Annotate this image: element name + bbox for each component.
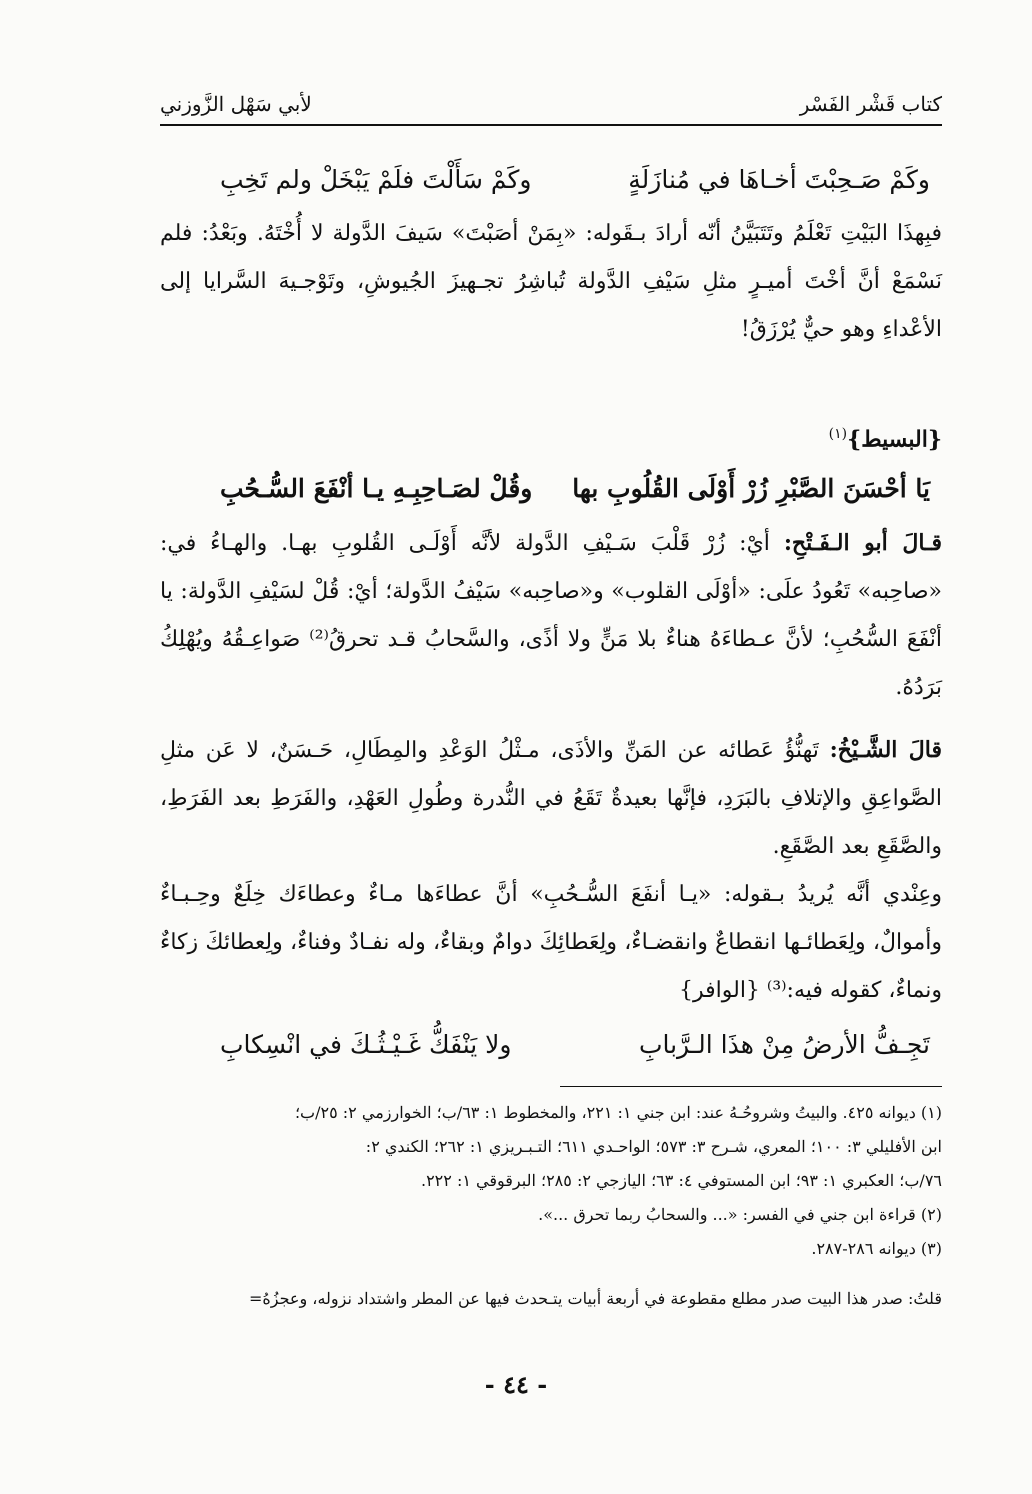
paragraph-1 [160,210,942,354]
footnote-line: ابن الأفليلي ٣: ١٠٠؛ المعري، شـرح ٣: ٥٧٣؛ الواحـدي ٦١١؛ التـبـريزي ١: ٢٦٢؛ الكندي ٢: [365,1137,942,1156]
paragraph-1-line: فبِهذَا البَيْتِ تَعْلَمُ وتَتَبَيَّنُ أنّه أرادَ بـقَوله: «بِمَنْ أصَبْتَ» سَيفَ الدَّولة لا أُخْتَهُ. وبَعْدُ: [201,221,942,246]
footnote-line: (٣) ديوانه ٢٨٦-٢٨٧. [811,1239,942,1258]
author-name: لأبي سَهْل الزَّوزني [160,92,312,116]
paragraph-4-line: وأموالٌ، ولِعَطائـها انقطاعٌ وانقضـاءٌ، ولِعَطائِكَ دوامٌ وبقاءٌ، وله نفـادٌ وفناءٌ، ولِعطائكَ [205,930,943,956]
footnote-line: ٧٦/ب؛ العكبري ١: ٩٣؛ ابن المستوفي ٤: ٦٣؛ اليازجي ٢: ٢٨٥؛ البرقوقي ١: ٢٢٢. [420,1171,942,1190]
sheikh-label: قالَ الشَّـيْخُ: [829,737,942,764]
verse-2-second-hemistich: وقُلْ لصَـاحِبِـهِ يـا أنْفَعَ السُّـحُبِ [220,474,533,504]
main-text [160,150,942,1075]
paragraph-2-line: ويُهْلِكُ بَرَدُهُ. [160,627,942,701]
paragraph-3-line: تَهنُّؤُ عَطائه عن المَنِّ والأذَى، مـثْلُ الوَعْدِ والمِطَالِ، حَـسَنٌ، لا عَن مثلِ [160,738,819,764]
editor-note: قلتُ: صدر هذا البيت صدر مطلع مقطوعة في أربعة أبيات يتـحدث فيها عن المطر واشتداد نزوله، وعجزُهُ= [248,1289,942,1308]
verse-1-second-hemistich: وكَمْ سَأَلْتَ فلَمْ يَبْخَلْ ولم تَخِبِ [220,165,532,194]
paragraph-3 [160,726,942,871]
meter-label [160,414,942,459]
footnotes [160,1096,942,1316]
verse-1 [160,160,942,200]
footnote-divider [560,1086,942,1087]
running-header [160,88,942,126]
paragraph-1-line: الأعْداءِ وهو حيٌّ يُرْزَقُ! [740,317,942,342]
footnote-line: (٢) قراءة ابن جني في الفسر: «... والسحابُ ربما تحرق ...». [538,1205,942,1224]
book-title: كتاب قَشْر الفَسْر [799,92,942,116]
verse-2-first-hemistich: يَا أحْسَنَ الصَّبْرِ زُرْ أَوْلَى القُلُوبِ بها [572,474,930,504]
verse-2 [160,469,942,509]
paragraph-2-line: أيْ: زُرْ قَلْبَ سَـيْفِ الدَّولة لأنَّه أَوْلَـى القُلوبِ بهـا. والهـاءُ في: [160,531,770,557]
paragraph-3-line: والصَّقَعِ بعد الصَّقَعِ. [772,834,942,860]
paragraph-4-line: زكاءٌ ونماءٌ، كقوله فيه:⁽³⁾ {الوافر} [160,930,942,1004]
paragraph-1-line: فلم نَسْمَعْ أنَّ أخْتَ أميـرٍ مثلِ سَيْفِ الدَّولة تُباشِرُ تجـهيزَ الجُيوشِ، وتَوْجـيهَ السَّرايا إلى [160,221,942,294]
paragraph-2-line: «صاحِبه» تَعُودُ علَى: «أوْلَى القلوب» و«صاحِبه» سَيْفُ الدَّولة؛ أيْ: قُلْ لسَيْفِ الدَّولة: [180,579,942,605]
footnote-ref: (١) [828,426,848,442]
paragraph-4-line: وعِنْدي أنَّه يُريدُ بـقوله: «يـا أنفَعَ السُّـحُبِ» أنَّ عطاءَها مـاءٌ وعطاءَك خِلَعٌ وحِـبـاءٌ [160,882,942,908]
verse-3-first-hemistich: تَجِـفُّ الأرضُ مِنْ هذَا الـرَّبابِ [638,1030,930,1060]
paragraph-4 [160,871,942,1015]
paragraph-3-line: الصَّواعِقِ والإتلافِ بالبَرَدِ، فإنَّها بعيدةٌ تَقَعُ في النُّدرة وطُولِ العَهْدِ، والفَرَطِ بعد الفَرَطِ، [160,786,942,812]
commentator-label: قـالَ أبو الـفَـتْحِ: [783,530,942,557]
meter-name: {البسيط} [847,426,942,453]
footnote-line: (١) ديوانه ٤٢٥. والبيتُ وشروحُـهُ عند: ابن جني ١: ٢٢١، والمخطوط ١: ٦٣/ب؛ الخوارزمي ٢: ٢٥/ب؛ [294,1103,942,1122]
verse-3-second-hemistich: ولا يَنْفَكُّ غَـيْـثُـكَ في انْسِكابِ [220,1030,512,1060]
verse-3 [160,1025,942,1065]
paragraph-2-line: يا أنْفَعَ السُّحُبِ؛ لأنَّ عـطاءَهُ هناءٌ بلا مَنٍّ ولا أذًى، والسَّحابُ قـد تحرقُ⁽²⁾ صَواعِـقُهُ [160,579,942,653]
verse-1-first-hemistich: وكَمْ صَـحِبْتَ أخـاهَا في مُنازَلَةٍ [628,165,930,194]
paragraph-2 [160,519,942,712]
page-number: - ٤٤ - [484,1370,548,1399]
